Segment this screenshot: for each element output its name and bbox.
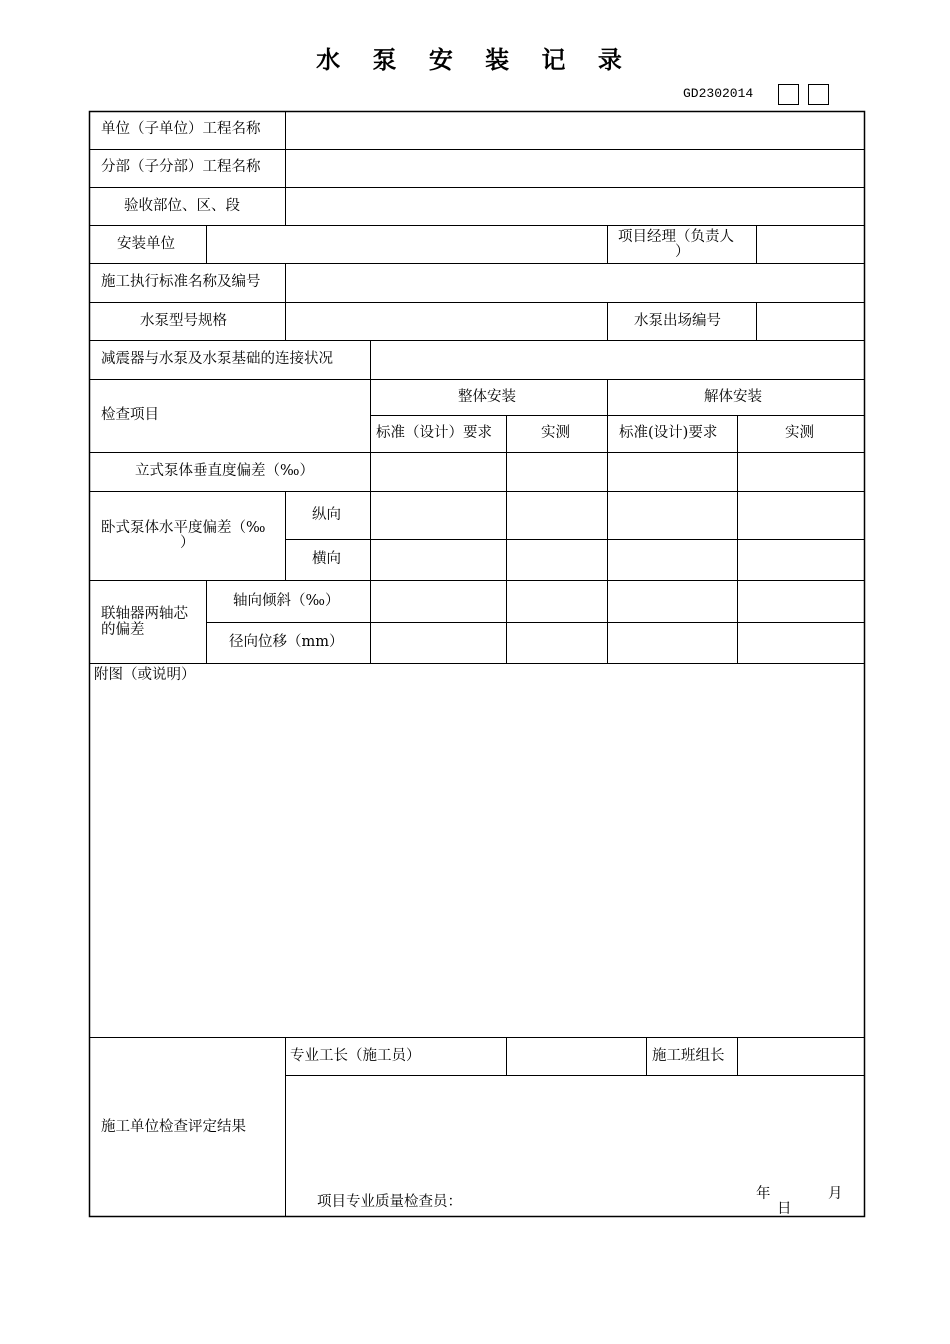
label-coupling: 联轴器两轴芯 xyxy=(101,606,188,622)
header-std-req-1: 标准（设计）要求 xyxy=(376,425,492,441)
label-project-manager: 项目经理（负责人 xyxy=(618,229,734,245)
label-day: 日 xyxy=(777,1201,792,1217)
label-pump-serial: 水泵出场编号 xyxy=(634,313,721,329)
label-check-item: 检查项目 xyxy=(101,407,159,423)
label-pump-model: 水泵型号规格 xyxy=(140,313,227,329)
label-attachment: 附图（或说明） xyxy=(94,667,196,683)
label-axial-tilt: 轴向倾斜（‰） xyxy=(233,593,340,609)
label-result: 施工单位检查评定结果 xyxy=(101,1119,246,1135)
label-radial-shift: 径向位移（mm） xyxy=(229,634,344,650)
header-std-req-2: 标准(设计)要求 xyxy=(619,425,718,441)
label-install-unit: 安装单位 xyxy=(117,236,175,252)
header-measured-2: 实测 xyxy=(785,425,814,441)
page-title: 水 泵 安 装 记 录 xyxy=(316,46,634,74)
label-coupling-deviation: 的偏差 xyxy=(101,622,145,638)
label-team-leader: 施工班组长 xyxy=(652,1048,725,1064)
label-acceptance-part: 验收部位、区、段 xyxy=(124,198,240,214)
label-longitudinal: 纵向 xyxy=(312,507,341,523)
label-horizontal-pump-close: ） xyxy=(180,535,195,551)
label-project-manager-close: ） xyxy=(675,244,690,260)
header-disassembled-install: 解体安装 xyxy=(704,389,762,405)
form-code: GD2302014 xyxy=(683,86,754,101)
label-damper-connection: 减震器与水泵及水泵基础的连接状况 xyxy=(101,351,333,367)
label-horizontal-pump: 卧式泵体水平度偏差（‰ xyxy=(101,520,266,536)
label-inspector: 项目专业质量检查员： xyxy=(317,1194,462,1210)
label-unit-project: 单位（子单位）工程名称 xyxy=(101,121,261,137)
label-sub-project: 分部（子分部）工程名称 xyxy=(101,159,261,175)
label-vertical-pump: 立式泵体垂直度偏差（‰） xyxy=(135,463,314,479)
header-measured-1: 实测 xyxy=(541,425,570,441)
label-transverse: 横向 xyxy=(312,551,341,567)
header-whole-install: 整体安装 xyxy=(458,389,516,405)
label-year: 年 xyxy=(756,1186,771,1202)
label-foreman: 专业工长（施工员） xyxy=(290,1048,421,1064)
label-month: 月 xyxy=(828,1186,843,1202)
label-construction-standard: 施工执行标准名称及编号 xyxy=(101,274,261,290)
